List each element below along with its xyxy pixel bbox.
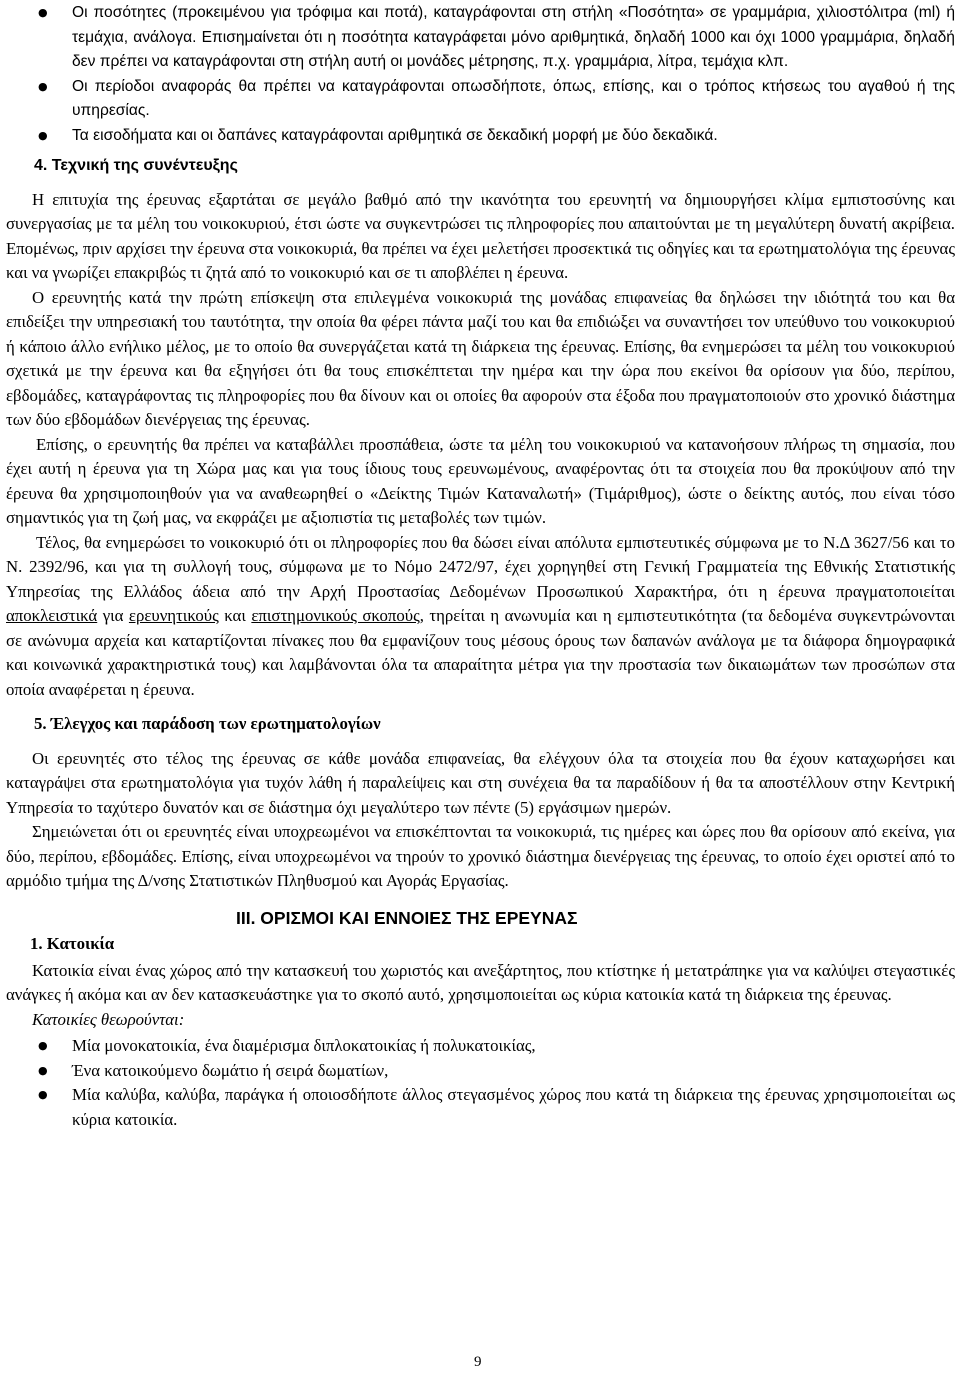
instructions-bullet-list bbox=[6, 1, 955, 148]
list-item: ● Τα εισοδήματα και οι δαπάνες καταγράφονται αριθμητικά σε δεκαδική μορφή με δύο δεκαδικά. bbox=[6, 124, 955, 149]
list-item: ● Μία καλύβα, καλύβα, παράγκα ή οποιοσδήποτε άλλος στεγασμένος χώρος που κατά τη διάρκεια της έρευνας χρησιμοποιείται ως κύρια κατοικία. bbox=[38, 1085, 955, 1129]
section-4-paragraph-1: Η επιτυχία της έρευνας εξαρτάται σε μεγάλο βαθμό από την ικανότητα του ερευνητή να δημιουργήσει κλίμα εμπιστοσύνης και συνεργασίας με τα μέλη του νοικοκυριού, έτσι ώστε να συγκεντρώσει τις πληροφορίες που απαιτούνται με τη μεγαλύτερη δυνατή ακρίβεια. Επομένως, πριν αρχίσει την έρευνα στα νοικοκυριά, θα πρέπει να έχει μελετήσει προσεκτικά τις οδηγίες και τα ερωτηματολόγια της έρευνας και να γνωρίζει επακριβώς τι ζητά από το νοικοκυριό και σε τι αποβλέπει η έρευνα. bbox=[6, 189, 955, 282]
dwelling-types-list bbox=[6, 1034, 955, 1132]
list-item: ● Μία μονοκατοικία, ένα διαμέρισμα διπλοκατοικίας ή πολυκατοικίας, bbox=[6, 1034, 955, 1059]
list-item: ● Οι ποσότητες (προκειμένου για τρόφιμα και ποτά), καταγράφονται στη στήλη «Ποσότητα» σε γραμμάρια, χιλιοστόλιτρα (ml) ή τεμάχια, ανάλογα. Επισημαίνεται ότι η ποσότητα καταγράφεται μόνο αριθμητικά, δηλαδή 1000 και όχι 1000 γραμμάρια, δηλαδή δεν πρέπει να καταγράφονται στη στήλη αυτή οι μονάδες μέτρησης, π.χ. γραμμάρια, λίτρα, τεμάχια κλπ. bbox=[6, 1, 955, 75]
page-number: 9 bbox=[474, 1354, 482, 1370]
section-1-heading: 1. Κατοικία bbox=[30, 934, 115, 953]
section-5-paragraph-2: Σημειώνεται ότι οι ερευνητές είναι υποχρεωμένοι να επισκέπτονται τα νοικοκυριά, τις ημέρες και ώρες που θα ορίσουν από εκείνα, για δύο, περίπου, εβδομάδες. Επίσης, είναι υποχρεωμένοι να τηρούν το χρονικό διάστημα διενέργειας της έρευνας, το οποίο έχει οριστεί από το αρμόδιο τμήμα της Δ/νσης Στατιστικών Πληθυσμού και Αγοράς Εργασίας. bbox=[6, 822, 955, 890]
list-intro: Κατοικίες θεωρούνται: bbox=[32, 1009, 185, 1029]
bullet-icon: ● bbox=[38, 79, 48, 93]
bullet-icon: ● bbox=[38, 1088, 48, 1101]
section-4-paragraph-2: Ο ερευνητής κατά την πρώτη επίσκεψη στα επιλεγμένα νοικοκυριά της μονάδας επιφανείας θα δηλώσει την ιδιότητά του και θα επιδείξει την υπηρεσιακή του ταυτότητα, την οποία θα φέρει πάντα μαζί του και θα επιδιώξει να συναντήσει τον υπεύθυνο του νοικοκυριού ή κάποιο άλλο ενήλικο μέλος, με το οποίο θα συνεργάζεται κατά τη διάρκεια της έρευνας. Επίσης, θα ενημερώσει τα μέλη του νοικοκυριού σχετικά με την έρευνα και θα εξηγήσει ότι θα τους επισκέπτεται την ημέρα και την ώρα που εκείνοι θα ορίσουν για δύο, περίπου, εβδομάδες, καταγράφοντας τις πληροφορίες που θα δίνουν και οι οποίες θα αφορούν στα έξοδα που πραγματοποιούν στο χρονικό διάστημα των δύο εβδομάδων διενέργειας της έρευνας. bbox=[6, 287, 955, 429]
section-1-paragraph-1: Κατοικία είναι ένας χώρος από την κατασκευή του χωριστός και ανεξάρτητος, που κτίστηκε ή μετατράπηκε για να καλύψει στεγαστικές ανάγκες ή ακόμα και αν δεν κατασκευάστηκε για το σκοπό αυτό, χρησιμοποιείται ως κύρια κατοικία κατά τη διάρκεια της έρευνας. bbox=[6, 960, 955, 1004]
section-4-paragraph-4: Τέλος, θα ενημερώσει το νοικοκυριό ότι οι πληροφορίες που θα δώσει είναι απόλυτα εμπιστευτικές σύμφωνα με το Ν.Δ 3627/56 και το Ν. 2392/96, και για τη συλλογή τους, σύμφωνα με το Νόμο 2472/97, έχει χορηγηθεί στη Γενική Γραμματεία της Εθνικής Στατιστικής Υπηρεσίας της Ελλάδος άδεια από την Αρχή Προστασίας Δεδομένων Προσωπικού Χαρακτήρα, ότι η έρευνα πραγματοποιείται αποκλειστικά για ερευνητικούς και επιστημονικούς σκοπούς, τηρείται η ανωνυμία και η εμπιστευτικότητα (τα δεδομένα συγκεντρώνονται σε ανώνυμα αρχεία και καταρτίζονται πίνακες που θα εμφανίζουν τους μέσους όρους των δαπανών ανάλογα με τα διάφορα δημογραφικά και κοινωνικά χαρακτηριστικά τους) και λαμβάνονται όλα τα απαραίτητα μέτρα για την προστασία των δικαιωμάτων των προσώπων στα οποία αναφέρεται η έρευνα. bbox=[6, 532, 955, 699]
bullet-icon: ● bbox=[38, 1063, 48, 1077]
bullet-icon: ● bbox=[38, 1039, 48, 1052]
section-5-paragraph-1: Οι ερευνητές στο τέλος της έρευνας σε κάθε μονάδα επιφανείας, θα ελέγχουν όλα τα στοιχεία που θα έχουν καταχωρήσει και καταγράψει στα ερωτηματολόγια για τυχόν λάθη ή παραλείψεις και στη συνέχεια θα τα παραδίδουν ή θα τα αποστέλλουν στην Κεντρική Υπηρεσία το ταχύτερο δυνατόν και σε διάστημα όχι μεγαλύτερο των πέντε (5) εργάσιμων ημερών. bbox=[6, 748, 955, 817]
list-item: ● Ένα κατοικούμενο δωμάτιο ή σειρά δωματίων, bbox=[6, 1059, 955, 1084]
document-page bbox=[6, 1, 955, 1132]
bullet-icon: ● bbox=[38, 6, 48, 19]
section-4-heading: 4. Τεχνική της συνέντευξης bbox=[34, 157, 238, 174]
section-5-heading: 5. Έλεγχος και παράδοση των ερωτηματολογίων bbox=[34, 714, 381, 733]
bullet-icon: ● bbox=[38, 128, 48, 142]
section-4-paragraph-3: Επίσης, ο ερευνητής θα πρέπει να καταβάλλει προσπάθεια, ώστε τα μέλη του νοικοκυριού να κατανοήσουν πλήρως τη σημασία, που έχει αυτή η έρευνα για τη Χώρα μας και για τους ίδιους τους ερευνωμένους, αναφέροντας ότι τα στοιχεία που θα προκύψουν από την έρευνα θα χρησιμοποιηθούν για να αναθεωρηθεί ο «Δείκτης Τιμών Καταναλωτή» (Τιμάριθμος), ώστε ο δείκτης αυτός, που είναι τόσο σημαντικός για τη ζωή μας, να εκφράζει με αξιοπιστία τις μεταβολές των τιμών. bbox=[6, 434, 955, 527]
chapter-heading: ΙΙΙ. ΟΡΙΣΜΟΙ ΚΑΙ ΕΝΝΟΙΕΣ ΤΗΣ ΕΡΕΥΝΑΣ bbox=[236, 907, 578, 928]
list-item: ● Οι περίοδοι αναφοράς θα πρέπει να καταγράφονται οπωσδήποτε, όπως, επίσης, και ο τρόπος κτήσεως του αγαθού ή της υπηρεσίας. bbox=[6, 75, 955, 124]
